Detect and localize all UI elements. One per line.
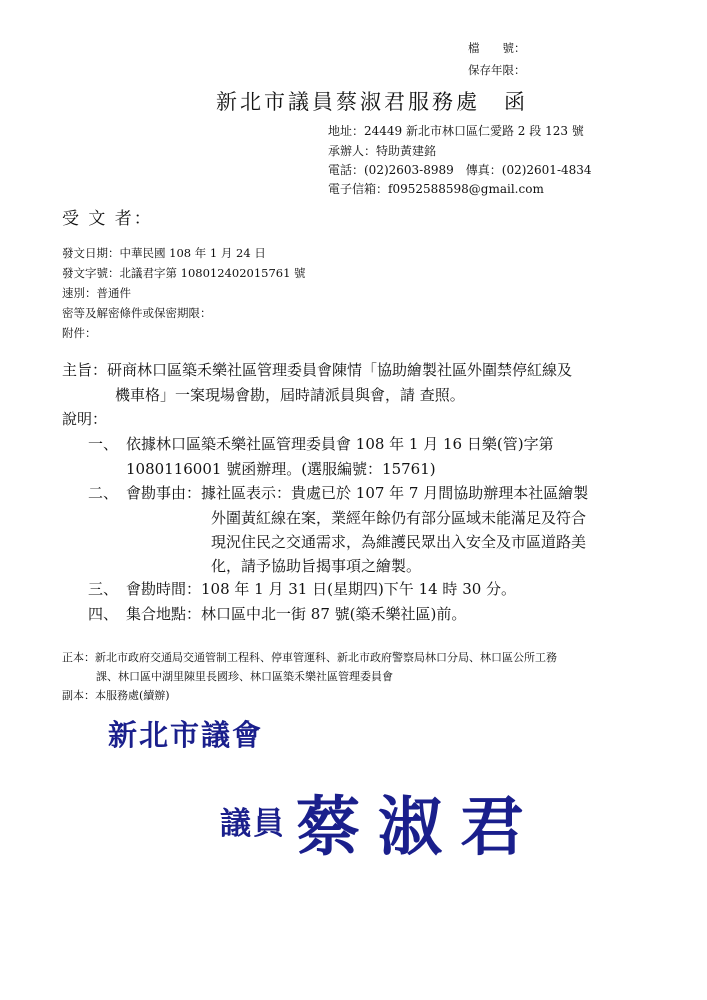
explanation-label: 說明： — [62, 410, 108, 428]
contact-email: 電子信箱：f0952588598@gmail.com — [328, 182, 544, 196]
main-recipients-line-2: 課、林口區中湖里陳里長國珍、林口區築禾樂社區管理委員會 — [96, 670, 393, 683]
item-2-line-4: 化，請予協助旨揭事項之繪製。 — [211, 557, 422, 575]
retention-period: 保存年限： — [468, 63, 526, 77]
secrecy-level: 密等及解密條件或保密期限： — [62, 306, 212, 320]
item-2-line-2: 外圍黃紅線在案，業經年餘仍有部分區域未能滿足及符合 — [211, 509, 587, 527]
contact-phone: 電話：(02)2603-8989 傳真：(02)2601-4834 — [328, 163, 592, 177]
speed-class: 速別：普通件 — [62, 286, 131, 300]
item-1-line-1: 依據林口區築禾樂社區管理委員會 108 年 1 月 16 日樂(管)字第 — [126, 435, 554, 453]
item-2-number: 二、 — [88, 484, 119, 502]
issue-date: 發文日期：中華民國 108 年 1 月 24 日 — [62, 246, 266, 260]
recipient-label: 受 文 者： — [62, 209, 153, 229]
document-title: 新北市議員蔡淑君服務處 函 — [216, 90, 528, 114]
item-4-line-1: 集合地點：林口區中北一街 87 號(築禾樂社區)前。 — [126, 605, 467, 623]
contact-address: 地址：24449 新北市林口區仁愛路 2 段 123 號 — [328, 124, 584, 138]
item-3-line-1: 會勘時間：108 年 1 月 31 日(星期四)下午 14 時 30 分。 — [126, 580, 517, 598]
item-3-number: 三、 — [88, 580, 119, 598]
subject-line-2: 機車格」一案現場會勘，屆時請派員與會，請 查照。 — [115, 386, 465, 404]
copy-recipients: 副本：本服務處(續辦) — [62, 689, 170, 702]
main-recipients-line-1: 正本：新北市政府交通局交通管制工程科、停車管運科、新北市政府警察局林口分局、林口區公所工務 — [62, 651, 557, 664]
councilor-role-seal: 議員 — [220, 806, 286, 842]
item-1-number: 一、 — [88, 435, 119, 453]
item-1-line-2: 1080116001 號函辦理。(選服編號：15761) — [126, 460, 436, 478]
council-seal-text: 新北市議會 — [108, 718, 264, 752]
subject-line-1: 主旨：研商林口區築禾樂社區管理委員會陳情「協助繪製社區外圍禁停紅線及 — [62, 361, 573, 379]
item-2-line-3: 現況住民之交通需求，為維護民眾出入安全及市區道路美 — [211, 533, 587, 551]
item-4-number: 四、 — [88, 605, 119, 623]
file-number: 檔 號： — [468, 41, 526, 55]
councilor-name-seal: 蔡淑君 — [296, 791, 542, 865]
item-2-line-1: 會勘事由：據社區表示：貴處已於 107 年 7 月間協助辦理本社區繪製 — [126, 484, 589, 502]
contact-handler: 承辦人：特助黃建銘 — [328, 144, 437, 158]
issue-reference: 發文字號：北議君字第 108012402015761 號 — [62, 266, 306, 280]
attachments: 附件： — [62, 326, 97, 340]
